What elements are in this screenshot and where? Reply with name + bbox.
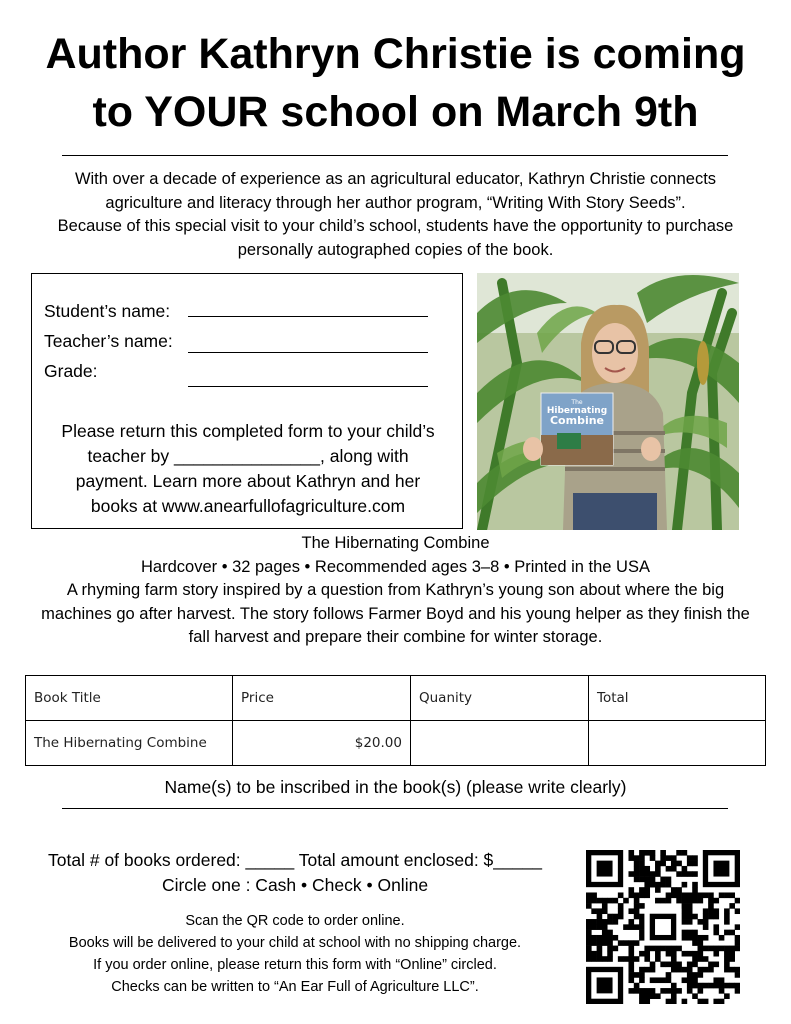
teacher-name-label: Teacher’s name: <box>44 331 173 351</box>
book-cover-title-1: Hibernating <box>546 406 608 416</box>
book-cover-title-2: Combine <box>549 414 605 427</box>
qr-code[interactable] <box>586 850 740 1004</box>
cell-total[interactable] <box>589 721 766 766</box>
totals-line[interactable]: Total # of books ordered: _____ Total amount enclosed: $_____ <box>48 850 542 870</box>
note-line: Scan the QR code to order online. <box>185 913 405 929</box>
student-name-field[interactable] <box>188 316 428 317</box>
header-total: Total <box>589 676 766 721</box>
page-title <box>0 25 791 141</box>
return-instructions <box>44 419 452 519</box>
return-line: Please return this completed form to your child’s <box>61 421 435 441</box>
grade-label: Grade: <box>44 361 98 381</box>
book-desc-line: A rhyming farm story inspired by a question from Kathryn’s young son about where the big <box>66 581 725 599</box>
title-divider <box>62 155 728 156</box>
totals-section <box>30 848 560 898</box>
header-quantity: Quanity <box>411 676 589 721</box>
header-book-title: Book Title <box>26 676 233 721</box>
note-line: If you order online, please return this form with “Online” circled. <box>93 957 497 973</box>
intro-line: agriculture and literacy through her author program, “Writing With Story Seeds”. <box>105 193 686 212</box>
intro-line: Because of this special visit to your child’s school, students have the opportunity to purchase <box>57 217 734 235</box>
book-desc-line: fall harvest and prepare their combine for winter storage. <box>188 628 603 646</box>
return-line: teacher by _______________, along with <box>87 446 409 466</box>
book-cover-title-small: The <box>571 399 583 406</box>
note-line: Checks can be written to “An Ear Full of Agriculture LLC”. <box>111 979 479 995</box>
note-line: Books will be delivered to your child at school with no shipping charge. <box>68 935 522 951</box>
student-info-form <box>31 273 463 529</box>
author-photo <box>477 273 739 530</box>
cell-quantity[interactable] <box>411 721 589 766</box>
book-details: Hardcover • 32 pages • Recommended ages 3–8 • Printed in the USA <box>141 557 650 576</box>
cell-book-title: The Hibernating Combine <box>26 721 233 766</box>
header-price: Price <box>233 676 411 721</box>
order-table <box>25 675 766 766</box>
intro-line: With over a decade of experience as an agricultural educator, Kathryn Christie connects <box>74 170 717 188</box>
table-header-row <box>26 676 766 721</box>
payment-method[interactable]: Circle one : Cash • Check • Online <box>161 875 429 895</box>
intro-paragraph <box>40 168 751 262</box>
cell-price: $20.00 <box>233 721 411 766</box>
order-notes <box>30 910 560 998</box>
inscription-label: Name(s) to be inscribed in the book(s) (please write clearly) <box>164 777 627 797</box>
book-desc-line: machines go after harvest. The story follows Farmer Boyd and his young helper as they finish the <box>41 604 750 623</box>
return-line: payment. Learn more about Kathryn and her <box>75 471 421 491</box>
book-description <box>20 532 771 650</box>
title-line-1: Author Kathryn Christie is coming <box>45 30 746 78</box>
intro-line: personally autographed copies of the book. <box>237 240 554 259</box>
title-line-2: to YOUR school on March 9th <box>92 88 699 136</box>
table-row <box>26 721 766 766</box>
return-line: books at www.anearfullofagriculture.com <box>90 496 406 516</box>
student-name-label: Student’s name: <box>44 301 171 321</box>
grade-field[interactable] <box>188 386 428 387</box>
book-title: The Hibernating Combine <box>301 534 490 552</box>
teacher-name-field[interactable] <box>188 352 428 353</box>
inscription-field[interactable] <box>62 808 728 809</box>
